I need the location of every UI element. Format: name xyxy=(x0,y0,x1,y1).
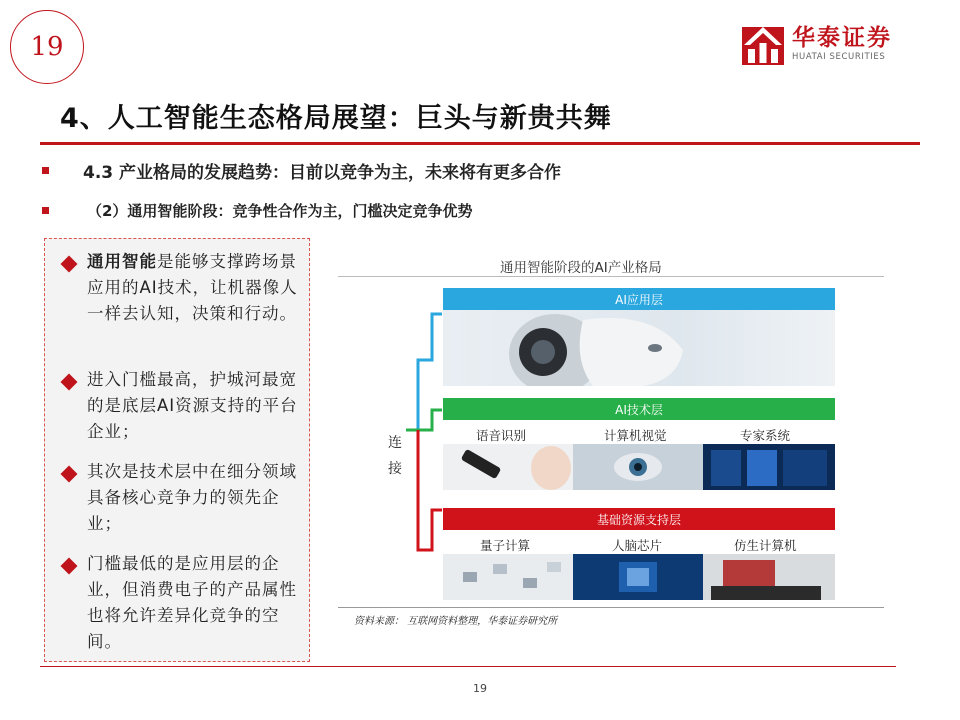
summary-item-bold: 通用智能 xyxy=(87,252,157,271)
bullet-2-text: （2）通用智能阶段：竞争性合作为主，门槛决定竞争优势 xyxy=(87,202,473,220)
robot-head-icon xyxy=(443,310,835,386)
bullet-square-icon xyxy=(42,207,49,214)
logo-mark-icon xyxy=(742,23,784,65)
tech-item-vision: 计算机视觉 xyxy=(604,428,667,443)
figure-title: 通用智能阶段的AI产业格局 xyxy=(500,260,662,276)
page-badge: 19 xyxy=(10,10,84,84)
summary-item-text: 门槛最低的是应用层的企业，但消费电子的产品属性也将允许差异化竞争的空间。 xyxy=(87,554,297,651)
summary-item-text: 其次是技术层中在细分领域具备核心竞争力的领先企业； xyxy=(87,462,297,533)
technology-images xyxy=(443,444,835,490)
robot-image xyxy=(443,310,835,386)
bullet-2 xyxy=(42,200,472,221)
slide-title: 4、人工智能生态格局展望：巨头与新贵共舞 xyxy=(60,103,612,134)
summary-item xyxy=(59,249,299,327)
bullet-square-icon xyxy=(42,167,49,174)
brand-name-cn: 华泰证券 xyxy=(792,25,892,51)
brand-logo xyxy=(742,20,892,68)
bullet-1-text: 4.3 产业格局的发展趋势：目前以竞争为主，未来将有更多合作 xyxy=(83,163,562,183)
connector-bracket xyxy=(404,300,446,590)
layer-header-technology: AI技术层 xyxy=(443,398,835,420)
diamond-bullet-icon xyxy=(61,374,78,391)
infra-item-brain-chip: 人脑芯片 xyxy=(612,538,663,553)
brand-name-en: HUATAI SECURITIES xyxy=(792,52,886,62)
infrastructure-images xyxy=(443,554,835,600)
page-number: 19 xyxy=(473,682,487,695)
bullet-1 xyxy=(42,158,561,183)
connect-label: 连接 xyxy=(388,435,402,477)
footer-divider xyxy=(40,666,896,667)
title-divider xyxy=(40,142,920,145)
layer-header-infrastructure: 基础资源支持层 xyxy=(443,508,835,530)
summary-item xyxy=(59,367,299,445)
infra-item-quantum: 量子计算 xyxy=(480,538,531,553)
summary-box xyxy=(44,238,310,662)
layer-header-application: AI应用层 xyxy=(443,288,835,310)
diamond-bullet-icon xyxy=(61,558,78,575)
diamond-bullet-icon xyxy=(61,466,78,483)
summary-item-text: 进入门槛最高，护城河最宽的是底层AI资源支持的平台企业； xyxy=(87,370,298,441)
tech-item-expert: 专家系统 xyxy=(740,428,791,443)
tech-item-speech: 语音识别 xyxy=(476,428,527,443)
summary-item xyxy=(59,551,299,655)
figure-source: 资料来源： 互联网资料整理，华泰证券研究所 xyxy=(354,616,558,627)
infra-item-bionic: 仿生计算机 xyxy=(734,538,797,553)
diamond-bullet-icon xyxy=(61,256,78,273)
summary-item xyxy=(59,459,299,537)
summary-item-text: 是能够支撑跨场景应用的AI技术，让机器像人一样去认知，决策和行动。 xyxy=(87,252,298,323)
